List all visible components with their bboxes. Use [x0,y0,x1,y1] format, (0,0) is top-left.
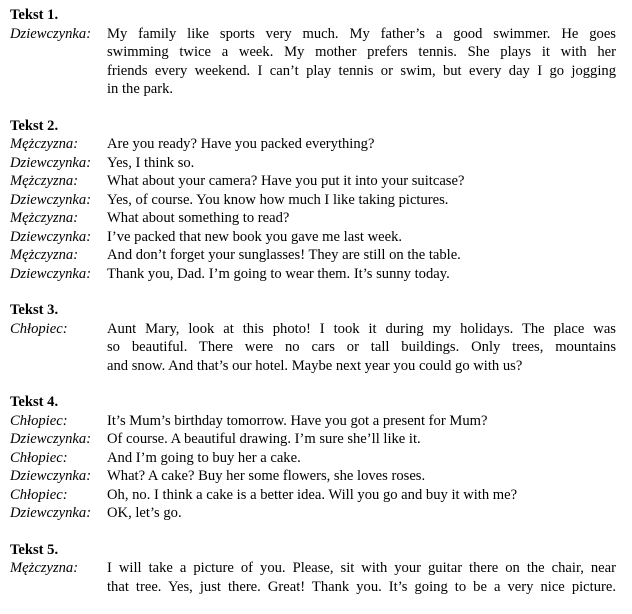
speaker-label: Mężczyzna: [10,173,79,189]
section-tekst-5 [10,541,616,597]
utterance-text: It’s Mum’s birthday tomorrow. Have you got a present for Mum? [107,412,488,429]
text-row: swimming twice a week. My mother prefers tennis. She plays it with her [107,44,616,60]
section-title: Tekst 4. [10,394,59,410]
speaker-label: Dziewczynka: [10,468,92,484]
section-title: Tekst 5. [10,541,59,558]
speaker-label: Chłopiec: [10,320,68,337]
speaker-label: Mężczyzna: [10,560,79,576]
dialogue-line [10,209,616,228]
speaker-label: Mężczyzna: [10,136,79,152]
section-tekst-4 [10,393,616,523]
dialogue-line [10,430,616,449]
text-row: friends every weekend. I can’t play tennis or swim, but every day I go jogging [107,62,616,79]
text-row: My family like sports very much. My father’s a good swimmer. He goes [107,25,616,42]
dialogue-line [10,486,616,505]
utterance-text: What? A cake? Buy her some flowers, she loves roses. [107,468,426,484]
utterance-text: Are you ready? Have you packed everything? [107,136,375,152]
dialogue-line [10,320,616,376]
section-tekst-3 [10,301,616,375]
utterance-text: OK, let’s go. [107,505,182,521]
dialogue-line [10,172,616,191]
speaker-label: Dziewczynka: [10,154,92,171]
section-title: Tekst 2. [10,117,59,134]
utterance-text: Thank you, Dad. I’m going to wear them. It’s sunny today. [107,265,450,282]
speaker-label: Dziewczynka: [10,505,92,521]
utterance-text: What about your camera? Have you put it into your suitcase? [107,173,465,189]
speaker-label: Chłopiec: [10,412,68,429]
dialogue-line [10,135,616,154]
speaker-label: Dziewczynka: [10,228,92,245]
utterance-text: Yes, of course. You know how much I like taking pictures. [107,191,449,208]
speaker-label: Chłopiec: [10,449,68,466]
utterance-text: Oh, no. I think a cake is a better idea. Will you go and buy it with me? [107,486,518,503]
dialogue-line [10,412,616,431]
utterance-text [107,25,616,99]
section-title: Tekst 1. [10,7,59,23]
dialogue-line [10,265,616,284]
utterance-text: And I’m going to buy her a cake. [107,449,301,466]
dialogue-line [10,246,616,265]
text-row: Aunt Mary, look at this photo! I took it during my holidays. The place was [107,320,616,337]
speaker-label: Dziewczynka: [10,25,92,42]
utterance-text: I’ve packed that new book you gave me last week. [107,228,403,245]
section-title: Tekst 3. [10,302,59,318]
utterance-text [107,320,616,376]
speaker-label: Mężczyzna: [10,210,79,226]
transcript-page [10,6,616,614]
dialogue-line [10,559,616,596]
dialogue-line [10,25,616,99]
text-row: that tree. Yes, just there. Great! Thank you. It’s going to be a very nice picture. [107,578,616,595]
speaker-label: Dziewczynka: [10,431,92,447]
utterance-text: Of course. A beautiful drawing. I’m sure she’ll like it. [107,431,421,447]
speaker-label: Mężczyzna: [10,247,79,263]
text-row: and snow. And that’s our hotel. Maybe next year you could go with us? [107,357,523,374]
text-row: in the park. [107,81,174,97]
dialogue-line [10,154,616,173]
text-row: I will take a picture of you. Please, sit with your guitar there on the chair, near [107,560,616,576]
utterance-text [107,559,616,596]
dialogue-line [10,228,616,247]
dialogue-line [10,504,616,523]
dialogue-line [10,449,616,468]
dialogue-line [10,191,616,210]
speaker-label: Chłopiec: [10,486,68,503]
utterance-text: What about something to read? [107,210,290,226]
section-tekst-1 [10,6,616,99]
dialogue-line [10,467,616,486]
speaker-label: Dziewczynka: [10,191,92,208]
utterance-text: And don’t forget your sunglasses! They are still on the table. [107,247,461,263]
speaker-label: Dziewczynka: [10,265,92,282]
utterance-text: Yes, I think so. [107,154,195,171]
section-tekst-2 [10,117,616,284]
text-row: so beautiful. There were no cars or tall buildings. Only trees, mountains [107,339,616,355]
